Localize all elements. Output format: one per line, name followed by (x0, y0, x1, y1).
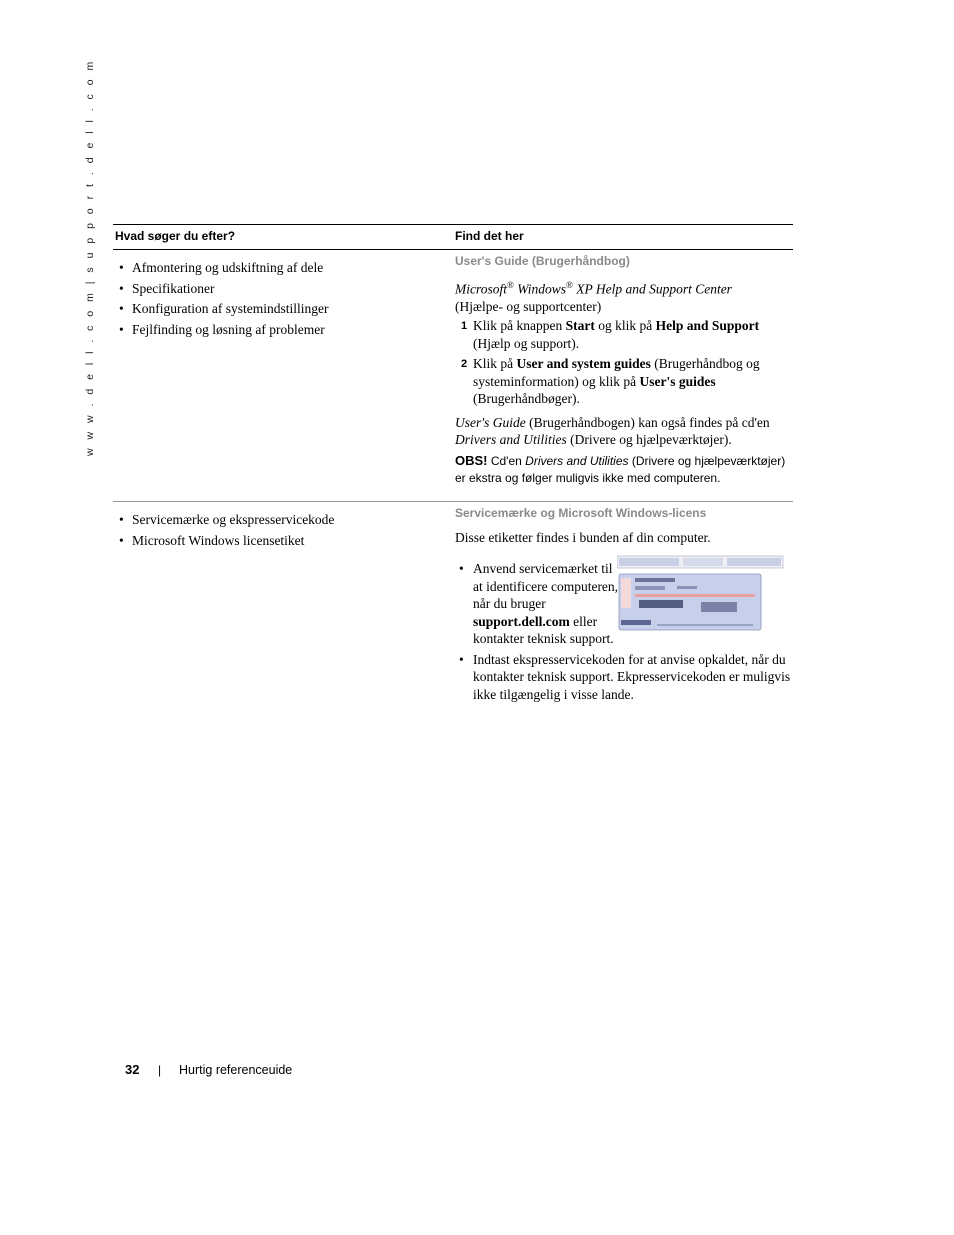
page-number: 32 (125, 1062, 140, 1077)
list-item: • Specifikationer (117, 279, 447, 300)
list-item: • Servicemærke og ekspresservicekode (117, 510, 447, 531)
step-2: 2 Klik på User and system guides (Brugerhåndbog og systeminformation) og klik på User's guides (Brugerhåndbøger). (461, 356, 760, 406)
info-table (113, 224, 793, 762)
service-tag-label-image (617, 554, 785, 632)
list-item: • Fejlfinding og løsning af problemer (117, 320, 447, 341)
side-url: w w w . d e l l . c o m | s u p p o r t . d e l l . c o m (84, 58, 96, 456)
list-item: • Afmontering og udskiftning af dele (117, 258, 447, 279)
header-left: Hvad søger du efter? (115, 229, 236, 243)
row2-right (455, 502, 793, 703)
obs-note: OBS! Cd'en Drivers and Utilities (Drivere og hjælpeværktøjer) er ekstra og følger muligvis ikke med computeren. (455, 452, 786, 485)
step-1: 1 Klik på knappen Start og klik på Help and Support (Hjælp og support). (461, 318, 760, 351)
list-item: • Konfiguration af systemindstillinger (117, 299, 447, 320)
row1-left (117, 258, 447, 340)
footer-title: Hurtig referenceuide (179, 1063, 293, 1077)
footer-separator: | (158, 1063, 162, 1077)
guide-note: User's Guide (Brugerhåndbogen) kan også findes på cd'en Drivers and Utilities (Drivere og hjælpeværktøjer). (455, 414, 770, 447)
bullet-express-code: • Indtast ekspresservicekoden for at anvise opkaldet, når du kontakter teknisk support. Ekpresservicekoden er muligvis ikke tilgængelig i visse lande. (455, 651, 793, 704)
help-center-title: Microsoft® Windows® XP Help and Support Center (Hjælpe- og supportcenter) (455, 279, 732, 314)
list-item: • Microsoft Windows licensetiket (117, 531, 447, 552)
labels-intro: Disse etiketter findes i bunden af din computer. (455, 529, 711, 545)
table-row (113, 250, 793, 502)
section-title: User's Guide (Brugerhåndbog) (455, 254, 630, 268)
section-title: Servicemærke og Microsoft Windows-licens (455, 506, 707, 520)
bullet-service-tag: • Anvend servicemærket til at identificere computeren, når du bruger support.dell.com eller kontakter teknisk support. (455, 560, 623, 648)
header-right: Find det her (455, 229, 524, 243)
row2-left (117, 510, 447, 551)
table-row (113, 502, 793, 762)
table-header (113, 224, 793, 250)
row1-right (455, 250, 793, 488)
